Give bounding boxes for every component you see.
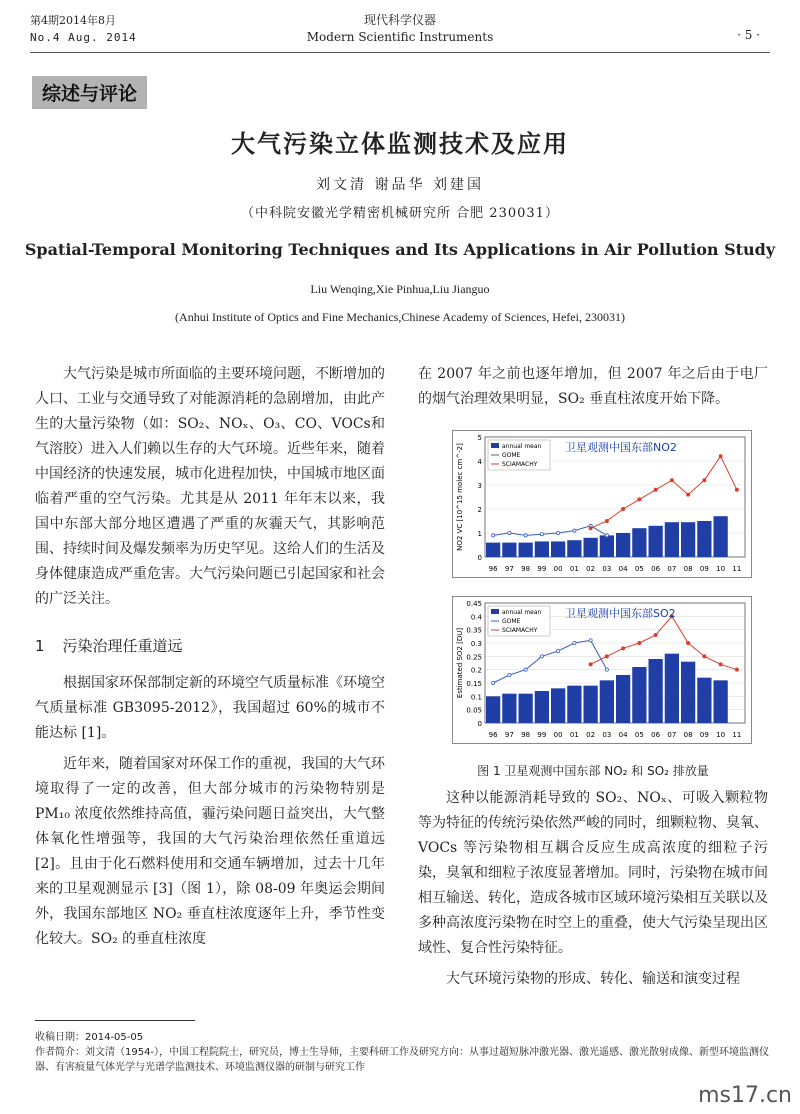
y-tick-label: 0.15 [466,680,482,688]
bar [665,522,679,557]
gome-point [492,681,495,684]
bar [535,691,549,723]
sciamachy-point [719,663,722,666]
sciamachy-point [589,527,592,530]
y-tick-label: 0.4 [470,613,482,622]
footnote [35,1030,775,1075]
x-tick-label: 09 [699,731,709,739]
x-tick-label: 06 [651,565,661,573]
no2-chart [452,430,752,578]
bar [502,543,516,557]
journal-en: Modern Scientific Instruments [306,30,494,44]
y-tick-label: 0 [477,720,482,728]
bar [649,659,663,723]
sciamachy-point [719,455,722,458]
legend-label: SCIAMACHY [502,461,538,468]
legend-label: annual mean [502,609,542,616]
gome-point [492,534,495,537]
y-tick-label: 0.45 [466,600,482,608]
x-tick-label: 99 [537,565,547,573]
x-tick-label: 02 [586,731,596,739]
x-tick-label: 11 [732,565,742,573]
bar [697,678,711,723]
paragraph-intro: 大气污染是城市所面临的主要环境问题，不断增加的人口、工业与交通导致了对能源消耗的急剧增加，由此产生的大量污染物（如：SO₂、NOₓ、O₃、CO、VOCs和气溶胶）进入人们赖以生存的大气环境。近些年来，随着中国经济的快速发展，城市化进程加快，中国城市地区面临着严重的空气污染。尤其是从 2011 年年末以来，我国中东部大部分地区遭遇了严重的灰霾天气，其影响范围、持续时间及爆发频率为历史罕见。这给人们的生活及身体健康造成严重危害。大气污染问题已引起国家和社会的广泛关注。 [35,366,385,607]
bar [535,541,549,557]
sciamachy-point [589,663,592,666]
author-bio: 作者简介：刘文清（1954-），中国工程院院士，研究员，博士生导师，主要科研工作及研究方向：从事过超短脉冲激光器、激光遥感、激光散射成像、新型环境监测仪器、有害痕量气体光学与光谱学监测技术、环境监测仪器的研制与研究工作 [35,1047,770,1073]
gome-point [540,533,543,536]
bar [600,680,614,723]
sciamachy-point [654,633,657,636]
y-tick-label: 2 [477,506,482,514]
bar [567,540,581,557]
received-date: 收稿日期：2014-05-05 [35,1032,144,1043]
gome-point [508,531,511,534]
paragraph-so2: 在 2007 年之前也逐年增加，但 2007 年之后由于电厂的烟气治理效果明显，SO₂ 垂直柱浓度开始下降。 [418,366,768,407]
bar [584,686,598,723]
sciamachy-point [605,655,608,658]
y-tick-label: 0.05 [466,706,482,715]
footnote-rule [35,1020,195,1021]
legend-label: GOME [502,618,521,625]
x-tick-label: 05 [634,731,644,739]
x-tick-label: 10 [716,565,726,573]
sciamachy-point [703,655,706,658]
sciamachy-point [638,498,641,501]
bar [551,688,565,723]
x-tick-label: 10 [716,731,726,739]
gome-point [524,668,527,671]
watermark: ms17.cn [698,1083,792,1108]
gome-point [605,668,608,671]
x-tick-label: 96 [488,565,498,573]
paragraph-pollution: 这种以能源消耗导致的 SO₂、NOₓ、可吸入颗粒物等为特征的传统污染依然严峻的同时，细颗粒物、臭氧、VOCs 等污染物相互耦合反应生成高浓度的细粒子污染，臭氧和细粒子浓度显著增加。同时，污染物在城市间相互输送、转化，造成各城市区域环境污染相互关联以及多种高浓度污染物在时空上的重叠，使大气污染呈现出区域性、复合性污染特征。 [418,790,768,956]
sciamachy-point [638,641,641,644]
title-en: Spatial-Temporal Monitoring Techniques and Its Applications in Air Pollution Study [24,240,776,259]
sciamachy-point [687,641,690,644]
y-tick-label: 5 [477,434,482,442]
sciamachy-point [622,647,625,650]
gome-point [557,649,560,652]
bar [616,675,630,723]
y-tick-label: 0 [477,554,482,562]
affiliation-en: (Anhui Institute of Optics and Fine Mechanics,Chinese Academy of Sciences, Hefei, 230031) [175,310,625,324]
gome-point [573,529,576,532]
bar [519,694,533,723]
x-tick-label: 04 [618,731,628,739]
sciamachy-point [670,479,673,482]
gome-point [605,534,608,537]
y-tick-label: 0.35 [466,626,482,635]
x-tick-label: 11 [732,731,742,739]
bar [584,538,598,557]
figure-caption: 图 1 卫星观测中国东部 NO₂ 和 SO₂ 排放量 [477,764,709,778]
x-tick-label: 03 [602,565,612,573]
sciamachy-point [735,668,738,671]
sciamachy-point [703,479,706,482]
x-tick-label: 00 [553,565,563,573]
bar [714,516,728,557]
sciamachy-point [605,519,608,522]
legend-swatch [491,609,499,614]
y-tick-label: 3 [477,482,482,490]
bar [519,543,533,557]
section-number: 1 [35,637,45,655]
x-tick-label: 01 [569,565,579,573]
x-tick-label: 00 [553,731,563,739]
y-tick-label: 4 [477,458,482,466]
x-tick-label: 02 [586,565,596,573]
right-column-top [418,362,768,412]
x-tick-label: 06 [651,731,661,739]
bar [632,528,646,557]
sciamachy-point [654,488,657,491]
affiliation-zh: （中科院安徽光学精密机械研究所 合肥 230031） [241,206,559,221]
so2-chart [452,596,752,744]
y-tick-label: 1 [477,530,482,538]
x-tick-label: 98 [521,731,531,739]
x-tick-label: 96 [488,731,498,739]
bar [649,526,663,557]
bar [486,696,500,723]
paragraph-process: 大气环境污染物的形成、转化、输送和演变过程 [446,971,740,987]
bar [502,694,516,723]
sciamachy-point [735,488,738,491]
journal-zh: 现代科学仪器 [363,13,436,27]
x-tick-label: 08 [683,565,693,573]
gome-point [540,655,543,658]
sciamachy-point [622,507,625,510]
gome-point [557,531,560,534]
y-tick-label: 0.25 [466,653,482,662]
legend-label: GOME [502,452,521,459]
gome-point [573,641,576,644]
x-tick-label: 07 [667,731,677,739]
y-tick-label: 0.1 [470,693,482,702]
x-tick-label: 09 [699,565,709,573]
bar [567,686,581,723]
right-column-bottom [418,786,768,992]
journal-name [250,12,550,46]
section-heading-1 [35,634,385,659]
y-tick-label: 0.3 [470,640,482,648]
bar [551,541,565,557]
x-tick-label: 97 [504,565,514,573]
gome-point [524,534,527,537]
legend-swatch [491,443,499,448]
no2-chart-svg [453,431,753,579]
bar [600,535,614,557]
x-tick-label: 99 [537,731,547,739]
x-tick-label: 08 [683,731,693,739]
gome-point [589,639,592,642]
bar [632,667,646,723]
page-number: · 5 · [737,28,760,42]
authors-en: Liu Wenqing,Xie Pinhua,Liu Jianguo [310,282,490,296]
bar [714,680,728,723]
y-axis-label: NO2 VC [10^15 molec cm^-2] [456,443,464,551]
x-tick-label: 01 [569,731,579,739]
bar [697,521,711,557]
paragraph-recent: 近年来，随着国家对环保工作的重视，我国的大气环境取得了一定的改善，但大部分城市的污染物特别是 PM₁₀ 浓度依然维持高值，霾污染问题日益突出，大气整体氧化性增强等，我国的大气污染治理依然任重道远 [2]。且由于化石燃料使用和交通车辆增加，过去十几年来的卫星观测显示 [3]（图 1），除 08-09 年奥运会期间外，我国东部地区 NO₂ 垂直柱浓度逐年上升，季节性变化较大。SO₂ 的垂直柱浓度 [35,756,385,947]
issue-info [30,12,137,46]
title-zh: 大气污染立体监测技术及应用 [231,129,569,158]
gome-point [508,673,511,676]
paragraph-standard: 根据国家环保部制定新的环境空气质量标准《环境空气质量标准 GB3095-2012》，我国超过 60%的城市不能达标 [1]。 [35,675,385,741]
bar [616,533,630,557]
section-tag: 综述与评论 [32,76,147,109]
y-tick-label: 0.2 [470,666,482,675]
bar [486,543,500,557]
y-axis-label: Estimated SO2 [DU] [456,627,464,699]
bar [681,522,695,557]
x-tick-label: 98 [521,565,531,573]
chart-title: 卫星观测中国东部SO2 [565,607,676,620]
x-tick-label: 97 [504,731,514,739]
legend-label: annual mean [502,443,542,450]
bar [681,662,695,723]
header-rule [30,52,770,53]
chart-title: 卫星观测中国东部NO2 [565,441,677,454]
authors-zh: 刘文清 谢品华 刘建国 [316,177,484,193]
section-heading-text: 污染治理任重道远 [62,637,183,655]
issue-zh: 第4期2014年8月 [30,14,116,27]
bar [665,654,679,723]
x-tick-label: 05 [634,565,644,573]
issue-en: No.4 Aug. 2014 [30,31,137,44]
x-tick-label: 04 [618,565,628,573]
x-tick-label: 03 [602,731,612,739]
legend-label: SCIAMACHY [502,627,538,634]
x-tick-label: 07 [667,565,677,573]
sciamachy-point [687,493,690,496]
so2-chart-svg [453,597,753,745]
left-column [35,362,385,952]
